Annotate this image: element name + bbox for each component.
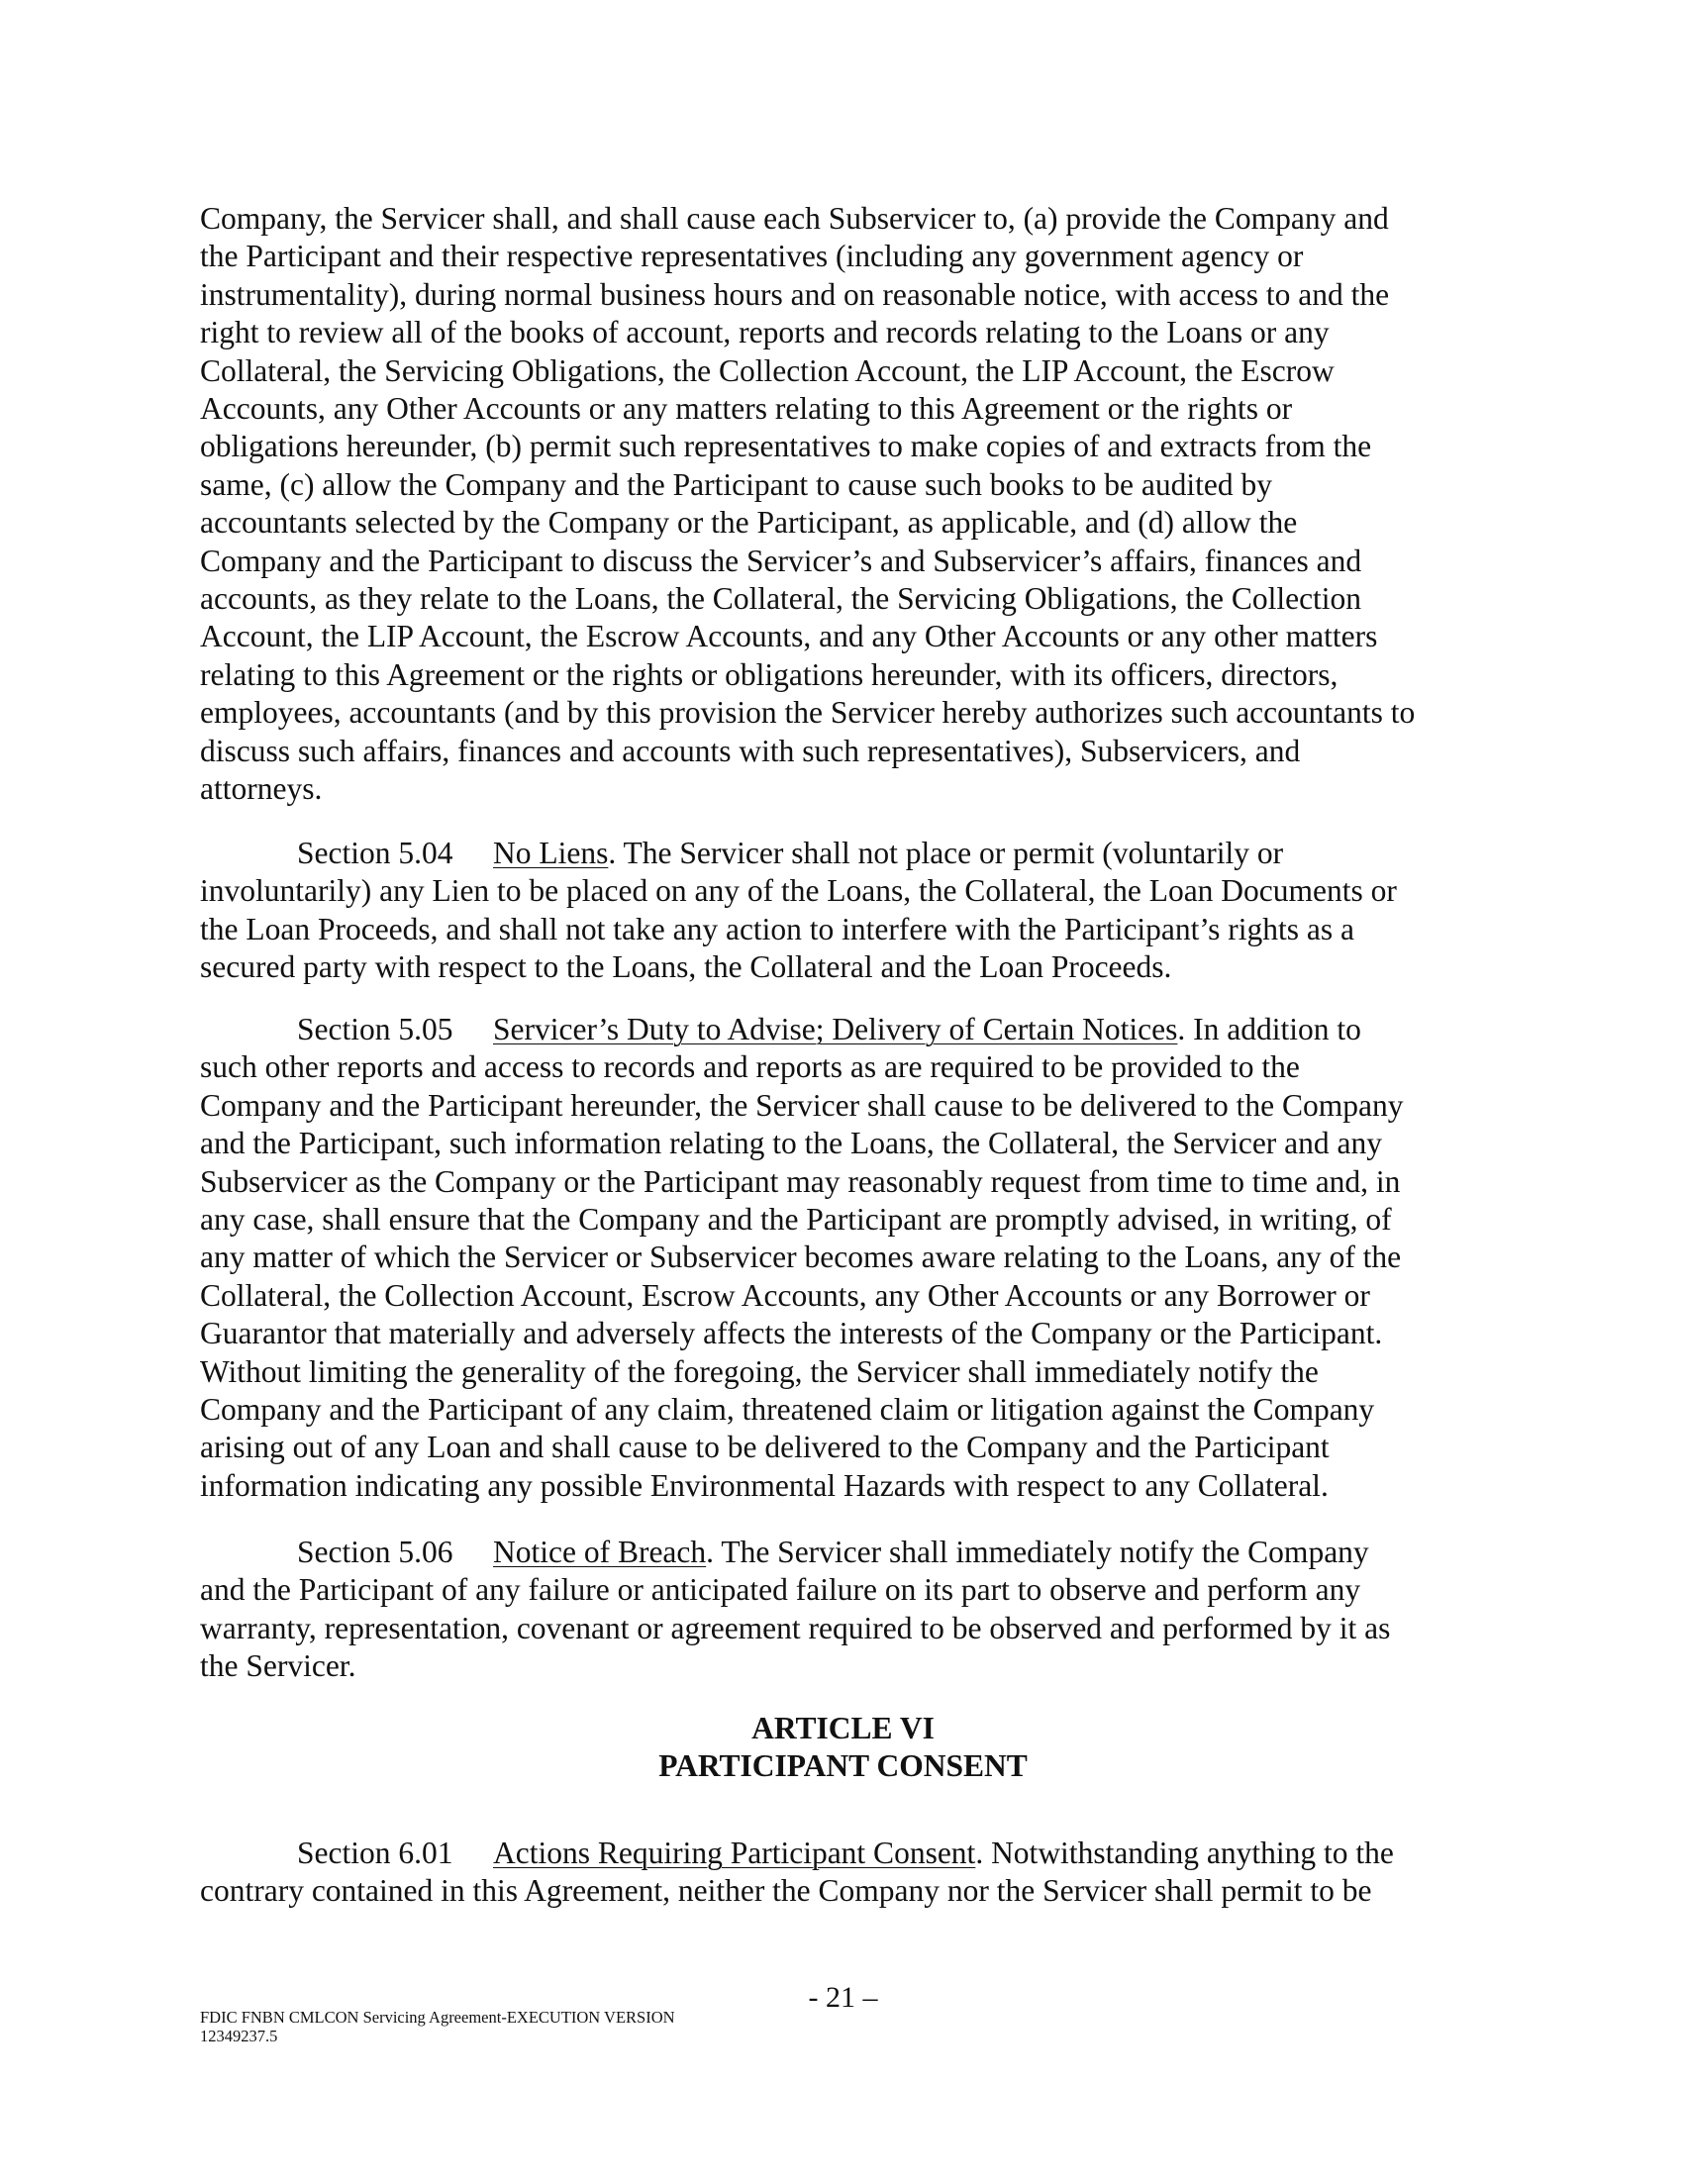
text-line: employees, accountants (and by this provision the Servicer hereby authorizes such accountants to [200,695,1416,731]
section-number: Section 5.06 [297,1535,453,1569]
section-title: Servicer’s Duty to Advise; Delivery of Certain Notices [493,1012,1178,1046]
text-line: Company and the Participant to discuss the Servicer’s and Subservicer’s affairs, finances and [200,543,1362,578]
text-line: the Loan Proceeds, and shall not take any action to interfere with the Participant’s rights as a [200,911,1355,946]
text-line: instrumentality), during normal business hours and on reasonable notice, with access to and the [200,276,1390,312]
text-line: and the Participant of any failure or anticipated failure on its part to observe and perform any [200,1572,1361,1608]
text-line: Company and the Participant hereunder, the Servicer shall cause to be delivered to the Company [200,1087,1404,1123]
text-line: information indicating any possible Environmental Hazards with respect to any Collateral. [200,1467,1329,1503]
text-line: Without limiting the generality of the foregoing, the Servicer shall immediately notify the [200,1353,1319,1389]
section-number: Section 6.01 [297,1836,453,1870]
text-line: Company and the Participant of any claim, threatened claim or litigation against the Company [200,1392,1375,1428]
text-line: obligations hereunder, (b) permit such representatives to make copies of and extracts from the [200,429,1372,464]
article-title: PARTICIPANT CONSENT [658,1748,1028,1784]
text-line: arising out of any Loan and shall cause to be delivered to the Company and the Participant [200,1430,1330,1465]
text-line: any matter of which the Servicer or Subservicer becomes aware relating to the Loans, any of the [200,1240,1402,1275]
section-first-line [200,835,1487,872]
text-line: Subservicer as the Company or the Participant may reasonably request from time to time and, in [200,1163,1401,1199]
text-line: such other reports and access to records and reports as are required to be provided to the [200,1049,1300,1085]
text-line: Accounts, any Other Accounts or any matters relating to this Agreement or the rights or [200,391,1293,427]
text-line: Guarantor that materially and adversely affects the interests of the Company or the Participant. [200,1316,1383,1351]
text-line: same, (c) allow the Company and the Participant to cause such books to be audited by [200,466,1272,502]
article-number: ARTICLE VI [751,1711,935,1745]
text-line: discuss such affairs, finances and accounts with such representatives), Subservicers, and [200,733,1301,768]
text-line: Account, the LIP Account, the Escrow Accounts, and any Other Accounts or any other matters [200,619,1378,654]
section-text: . Notwithstanding anything to the [975,1836,1394,1870]
footer-document-id: 12349237.5 [200,2027,278,2045]
section-5-05 [200,1011,1487,1505]
footer-document-title: FDIC FNBN CMLCON Servicing Agreement-EXECUTION VERSION [200,2008,675,2027]
section-5-04 [200,835,1487,987]
text-line: Collateral, the Collection Account, Escrow Accounts, any Other Accounts or any Borrower or [200,1277,1370,1313]
section-text: . The Servicer shall immediately notify the Company [706,1535,1369,1569]
section-first-line [200,1534,1487,1571]
text-line: Company, the Servicer shall, and shall cause each Subservicer to, (a) provide the Company and [200,201,1389,236]
text-line: contrary contained in this Agreement, neither the Company nor the Servicer shall permit to be [200,1873,1372,1909]
page-number: - 21 – [808,1981,878,2014]
section-first-line [200,1011,1487,1048]
text-line: involuntarily) any Lien to be placed on any of the Loans, the Collateral, the Loan Documents or [200,873,1397,909]
section-number: Section 5.04 [297,836,453,870]
text-line: the Servicer. [200,1648,356,1684]
section-title: No Liens [493,836,609,870]
text-line: accounts, as they relate to the Loans, the Collateral, the Servicing Obligations, the Collection [200,581,1362,617]
section-text: . The Servicer shall not place or permit (voluntarily or [608,836,1284,870]
section-number: Section 5.05 [297,1012,453,1046]
section-5-06 [200,1534,1487,1686]
text-line: the Participant and their respective representatives (including any government agency or [200,239,1304,274]
text-line: any case, shall ensure that the Company and the Participant are promptly advised, in writing, of [200,1202,1392,1238]
document-footer [200,2008,675,2045]
paragraph-access-to-records [200,200,1487,809]
section-6-01 [200,1835,1487,1911]
text-line: and the Participant, such information relating to the Loans, the Collateral, the Servicer and any [200,1126,1383,1161]
section-first-line [200,1835,1487,1872]
section-title: Notice of Breach [493,1535,707,1569]
text-line: attorneys. [200,771,323,807]
text-line: accountants selected by the Company or the Participant, as applicable, and (d) allow the [200,505,1298,541]
text-line: relating to this Agreement or the rights or obligations hereunder, with its officers, directors, [200,656,1339,692]
section-text: . In addition to [1177,1012,1361,1046]
text-line: Collateral, the Servicing Obligations, the Collection Account, the LIP Account, the Escrow [200,352,1335,388]
text-line: right to review all of the books of account, reports and records relating to the Loans or any [200,315,1330,350]
article-heading [0,1710,1686,1786]
text-line: secured party with respect to the Loans, the Collateral and the Loan Proceeds. [200,949,1172,985]
text-line: warranty, representation, covenant or agreement required to be observed and performed by it as [200,1610,1391,1645]
section-title: Actions Requiring Participant Consent [493,1836,976,1870]
